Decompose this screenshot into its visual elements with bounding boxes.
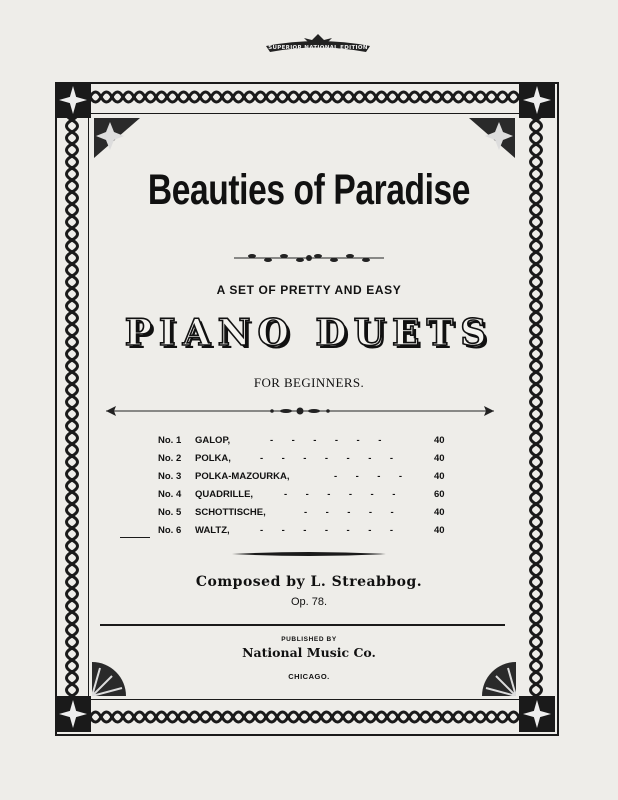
leader-dashes: - - - - - - (270, 435, 382, 446)
piece-price: 40 (434, 471, 445, 482)
piece-number: No. 3 (158, 471, 182, 482)
corner-rosette-icon (519, 696, 555, 732)
piece-name: QUADRILLE, (195, 489, 254, 500)
top-ornament-border (57, 84, 553, 110)
opus-number: Op. 78. (290, 596, 328, 608)
piece-name: WALTZ, (195, 525, 230, 536)
piece-price: 40 (434, 525, 445, 536)
bottom-ornament-border (57, 704, 553, 730)
audience-line: FOR BEGINNERS. (253, 375, 365, 390)
corner-rosette-icon (519, 82, 555, 118)
pieces-list (158, 432, 458, 540)
published-by-label: PUBLISHED BY (281, 636, 337, 643)
margin-rule (120, 537, 150, 538)
compass-ornament-icon (469, 118, 515, 158)
piece-price: 40 (434, 435, 445, 446)
leader-dashes: - - - - (334, 471, 403, 482)
tapered-divider (232, 550, 386, 558)
publisher-city: CHICAGO. (288, 672, 330, 681)
list-item (158, 450, 458, 468)
list-item (158, 486, 458, 504)
piece-name: POLKA, (195, 453, 231, 464)
piece-number: No. 4 (158, 489, 182, 500)
leader-dashes: - - - - - - - (260, 525, 393, 536)
list-item (158, 432, 458, 450)
piece-name: POLKA-MAZOURKA, (195, 471, 290, 482)
compass-ornament-icon (94, 118, 140, 158)
list-item (158, 504, 458, 522)
subtitle: A SET OF PRETTY AND EASY (216, 283, 402, 297)
piece-number: No. 6 (158, 525, 182, 536)
list-item (158, 522, 458, 540)
corner-rosette-icon (55, 82, 91, 118)
piece-number: No. 1 (158, 435, 182, 446)
piece-name: SCHOTTISCHE, (195, 507, 266, 518)
eagle-crest-logo (262, 32, 374, 56)
piece-price: 40 (434, 453, 445, 464)
publisher-rule (100, 624, 505, 626)
piece-name: GALOP, (195, 435, 231, 446)
piece-number: No. 2 (158, 453, 182, 464)
arrow-divider (104, 404, 496, 418)
vine-ornament-divider (232, 252, 386, 264)
leader-dashes: - - - - - - - (260, 453, 393, 464)
leader-dashes: - - - - - - (284, 489, 396, 500)
composer-credit: Composed by L. Streabbog. (195, 574, 423, 590)
piece-price: 40 (434, 507, 445, 518)
list-item (158, 468, 458, 486)
publisher-name: National Music Co. (242, 645, 376, 660)
page-title: Beauties of Paradise (147, 166, 471, 214)
headline: PIANO DUETS (124, 312, 494, 354)
piece-number: No. 5 (158, 507, 182, 518)
corner-rosette-icon (55, 696, 91, 732)
piece-price: 60 (434, 489, 445, 500)
leader-dashes: - - - - - (304, 507, 394, 518)
crest-text: SUPERIOR NATIONAL EDITION (268, 45, 368, 51)
